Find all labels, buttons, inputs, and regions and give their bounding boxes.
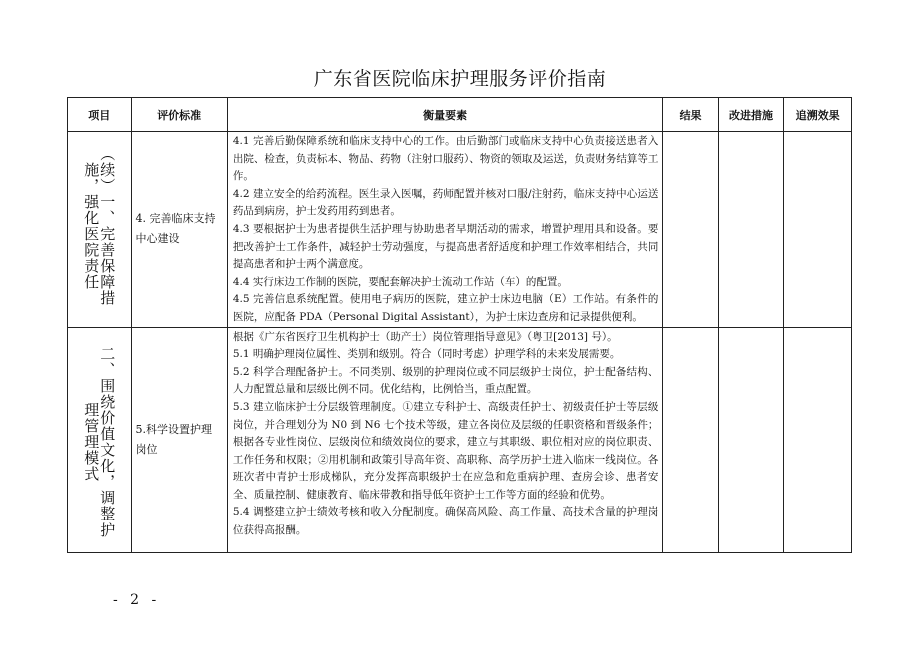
improvement-cell[interactable] — [718, 327, 784, 552]
document-title: 广东省医院临床护理服务评价指南 — [313, 68, 607, 90]
requirements-cell — [227, 327, 663, 552]
requirement-item: 4.1 完善后勤保障系统和临床支持中心的工作。由后勤部门或临床支持中心负责接送患者入出院、检查，负责标本、物品、药物（注射口服药）、物资的领取及运送，负责财务结算等工作。 — [232, 135, 659, 183]
header-requirements: 衡量要素 — [227, 98, 663, 132]
requirement-item: 4.2 建立安全的给药流程。医生录入医嘱，药师配置并核对口服/注射药，临床支持中心运送药品到病房，护士发药用药到患者。 — [232, 187, 659, 218]
evaluation-table — [67, 97, 852, 553]
table-header-row — [68, 98, 852, 132]
project-text: （续）一、完善保障措施，强化医院责任 — [82, 146, 117, 306]
header-tracing: 追溯效果 — [784, 98, 852, 132]
header-standard: 评价标准 — [131, 98, 227, 132]
requirement-item: 5.3 建立临床护士分层级管理制度。①建立专科护士、高级责任护士、初级责任护士等层级岗位，并合理划分为 N0 到 N6 七个技术等级，建立各岗位及层级的任职资格和晋级条件；根据各专业性岗位、层级岗位和绩效岗位的要求，建立与其职级、职位相对应的岗位职责、工作任务和权限；②用机制和政策引导高年资、高职称、高学历护士进入临床一线岗位。各班次者中青护士形成梯队，充分发挥高职级护士在应急和危重病护理、查房会诊、患者安全、质量控制、健康教育、临床带教和指导低年资护士工作等方面的经验和优势。 — [232, 400, 659, 501]
tracing-cell[interactable] — [784, 132, 852, 328]
project-text: 二、围绕价值文化，调整护理管理模式 — [82, 345, 117, 538]
requirement-item: 4.5 完善信息系统配置。使用电子病历的医院，建立护士床边电脑（E）工作站。有条件的医院，应配备 PDA（Personal Digital Assistant），为护士床边查房和记录提供便利。 — [232, 293, 659, 323]
header-project: 项目 — [68, 98, 132, 132]
requirements-cell — [227, 132, 663, 328]
improvement-cell[interactable] — [718, 132, 784, 328]
requirement-item: 根据《广东省医疗卫生机构护士（助产士）岗位管理指导意见》（粤卫[2013] 号）。 — [232, 330, 618, 343]
result-cell[interactable] — [663, 132, 718, 328]
table-row — [68, 132, 852, 328]
page-number: - 2 - — [113, 592, 161, 608]
requirement-item: 5.4 调整建立护士绩效考核和收入分配制度。确保高风险、高工作量、高技术含量的护理岗位获得高报酬。 — [232, 506, 659, 537]
standard-cell: 5.科学设置护理岗位 — [131, 327, 227, 552]
table-row — [68, 327, 852, 552]
requirement-item: 5.1 明确护理岗位属性、类别和级别。符合（同时考虑）护理学科的未来发展需要。 — [232, 348, 621, 361]
requirement-item: 4.3 要根据护士为患者提供生活护理与协助患者早期活动的需求，增置护理用具和设备。要把改善护士工作条件，减轻护士劳动强度，与提高患者舒适度和护理工作效率相结合，共同提高患者和护士两个满意度。 — [232, 222, 659, 271]
header-improvement: 改进措施 — [718, 98, 784, 132]
tracing-cell[interactable] — [784, 327, 852, 552]
project-cell — [68, 132, 132, 328]
standard-cell: 4. 完善临床支持中心建设 — [131, 132, 227, 328]
requirement-item: 4.4 实行床边工作制的医院，要配套解决护士流动工作站（车）的配置。 — [232, 275, 568, 288]
requirement-item: 5.2 科学合理配备护士。不同类别、级别的护理岗位或不同层级护士岗位，护士配备结构、人力配置总量和层级比例不同。优化结构，比例恰当，重点配置。 — [232, 365, 659, 396]
project-cell — [68, 327, 132, 552]
result-cell[interactable] — [663, 327, 718, 552]
header-result: 结果 — [663, 98, 718, 132]
